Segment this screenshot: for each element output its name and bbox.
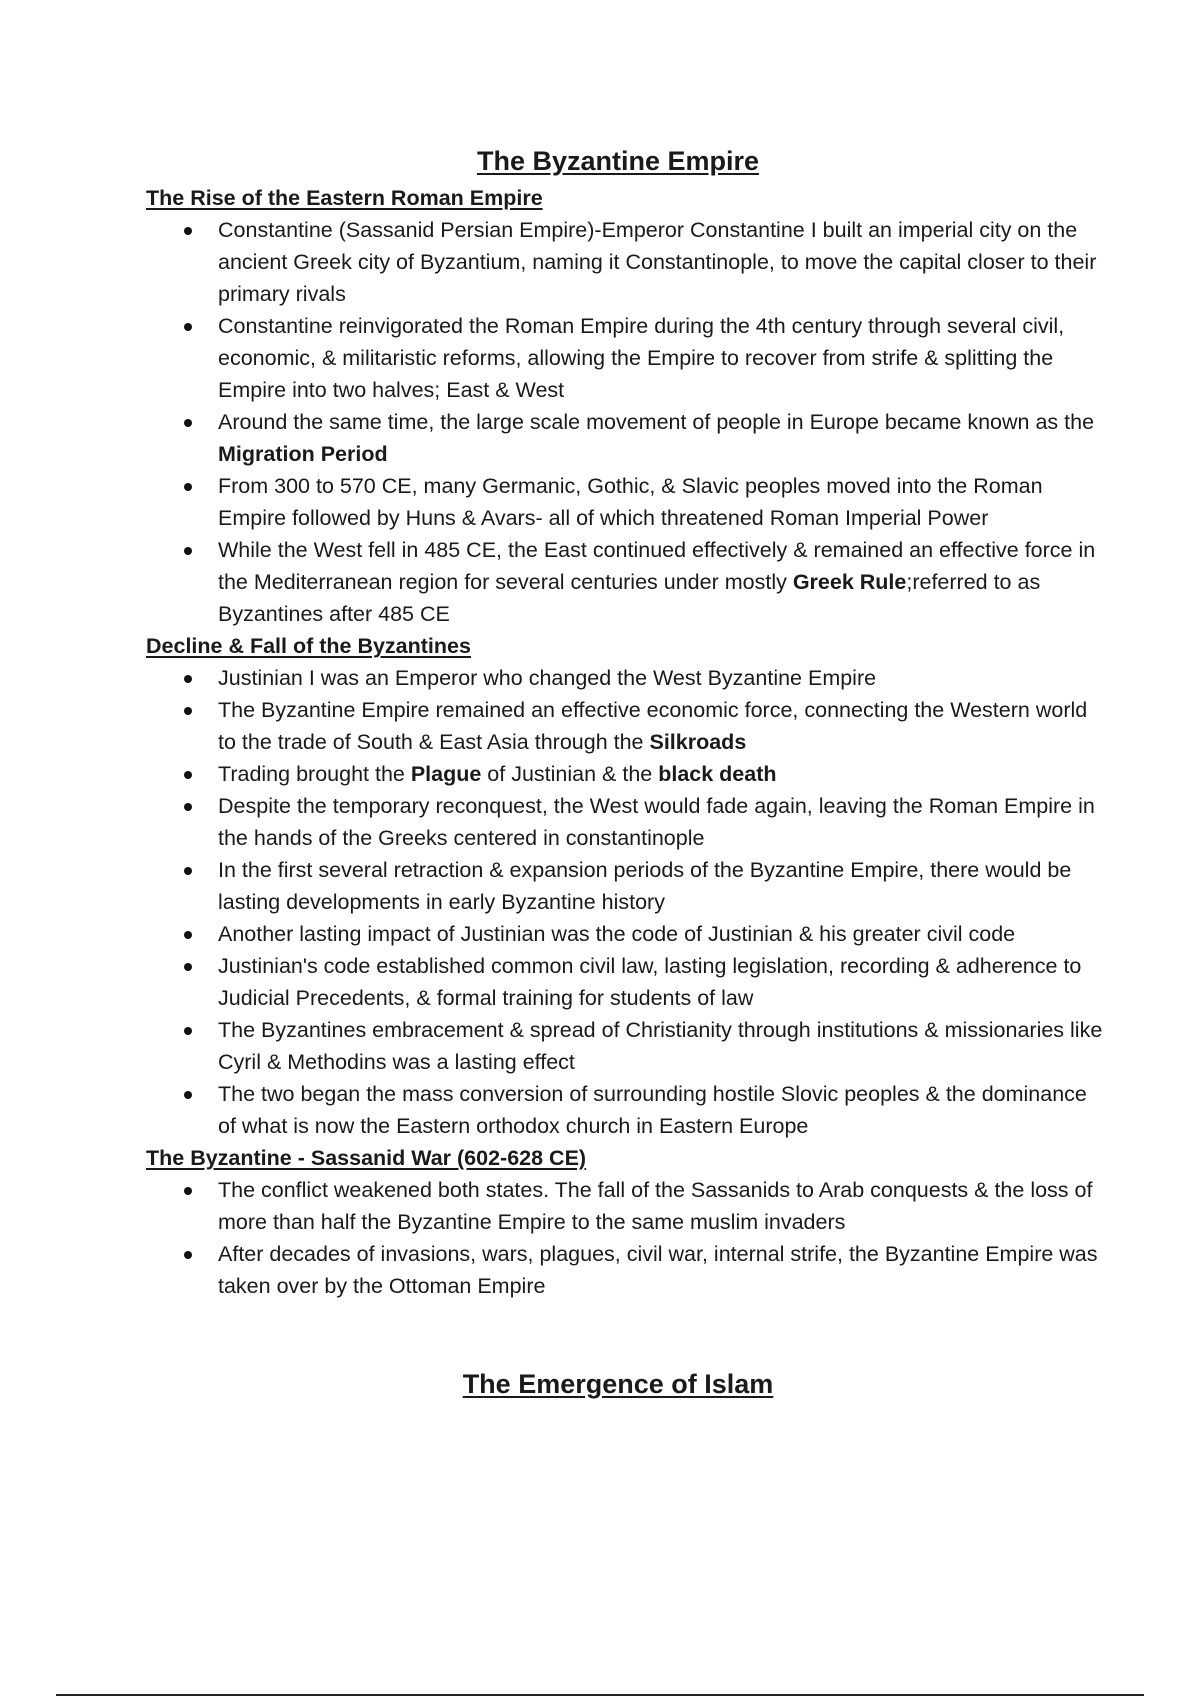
bullet-text: Despite the temporary reconquest, the West would fade again, leaving the Roman Empire in the hands of the Greeks centered in constantinople: [218, 794, 1095, 850]
bold-term: Plague: [410, 762, 482, 786]
bullet-item: [146, 310, 1106, 406]
bullet-text: The Byzantines embracement & spread of Christianity through institutions & missionaries like Cyril & Methodins was a lasting effect: [218, 1018, 1103, 1074]
bullet-list: [146, 214, 1106, 630]
bullet-item: [146, 790, 1106, 854]
bullet-item: [146, 534, 1106, 630]
bullet-item: [146, 1078, 1106, 1142]
bullet-item: [146, 406, 1106, 470]
section-heading: Decline & Fall of the Byzantines: [146, 634, 471, 658]
bullet-text: Constantine reinvigorated the Roman Empire during the 4th century through several civil, economic, & militaristic reforms, allowing the Empire to recover from strife & splitting the Empire into two halves; East & West: [218, 314, 1065, 402]
bullet-item: [146, 950, 1106, 1014]
bullet-item: [146, 854, 1106, 918]
bullet-text: The Byzantine Empire remained an effective economic force, connecting the Western world to the trade of South & East Asia through the: [218, 698, 1088, 754]
bullet-item: [146, 470, 1106, 534]
bullet-text: After decades of invasions, wars, plagues, civil war, internal strife, the Byzantine Empire was taken over by the Ottoman Empire: [218, 1242, 1098, 1298]
bullet-text: of Justinian & the: [481, 762, 659, 786]
section-heading: The Byzantine - Sassanid War (602-628 CE): [146, 1146, 587, 1170]
bullet-list: [146, 1174, 1106, 1302]
bullet-text: Around the same time, the large scale movement of people in Europe became known as the: [218, 410, 1095, 434]
bullet-text: The two began the mass conversion of surrounding hostile Slovic peoples & the dominance of what is now the Eastern orthodox church in Eastern Europe: [218, 1082, 1087, 1138]
bullet-item: [146, 918, 1106, 950]
bullet-text: While the West fell in 485 CE, the East continued effectively & remained an effective force in the Mediterranean region for several centuries under mostly: [218, 538, 1096, 594]
bullet-text: Trading brought the: [218, 762, 411, 786]
bold-term: Greek Rule: [792, 570, 907, 594]
bullet-text: Justinian I was an Emperor who changed the West Byzantine Empire: [218, 666, 877, 690]
bullet-text: Constantine (Sassanid Persian Empire)-Emperor Constantine I built an imperial city on the ancient Greek city of Byzantium, naming it Constantinople, to move the capital closer to their primary rivals: [218, 218, 1097, 306]
bullet-item: [146, 1174, 1106, 1238]
bold-term: black death: [658, 762, 777, 786]
bullet-text: From 300 to 570 CE, many Germanic, Gothic, & Slavic peoples moved into the Roman Empire followed by Huns & Avars- all of which threatened Roman Imperial Power: [218, 474, 1043, 530]
bold-term: Silkroads: [649, 730, 747, 754]
footer-divider: [56, 1694, 1144, 1696]
section-heading: The Rise of the Eastern Roman Empire: [146, 186, 543, 210]
document-body: [146, 182, 1106, 1302]
bullet-text: Justinian's code established common civil law, lasting legislation, recording & adherence to Judicial Precedents, & formal training for students of law: [218, 954, 1082, 1010]
bullet-item: [146, 1014, 1106, 1078]
bullet-item: [146, 662, 1106, 694]
bullet-item: [146, 694, 1106, 758]
bullet-text: The conflict weakened both states. The fall of the Sassanids to Arab conquests & the loss of more than half the Byzantine Empire to the same muslim invaders: [218, 1178, 1093, 1234]
bullet-item: [146, 214, 1106, 310]
bullet-text: Another lasting impact of Justinian was the code of Justinian & his greater civil code: [218, 922, 1016, 946]
bold-term: Migration Period: [218, 442, 388, 466]
bullet-item: [146, 1238, 1106, 1302]
document-title: The Byzantine Empire: [476, 146, 760, 176]
bullet-text: ;referred to as Byzantines after 485 CE: [218, 570, 1041, 626]
next-section-title: The Emergence of Islam: [462, 1369, 774, 1399]
bullet-text: In the first several retraction & expansion periods of the Byzantine Empire, there would be lasting developments in early Byzantine history: [218, 858, 1072, 914]
bullet-list: [146, 662, 1106, 1142]
bullet-item: [146, 758, 1106, 790]
